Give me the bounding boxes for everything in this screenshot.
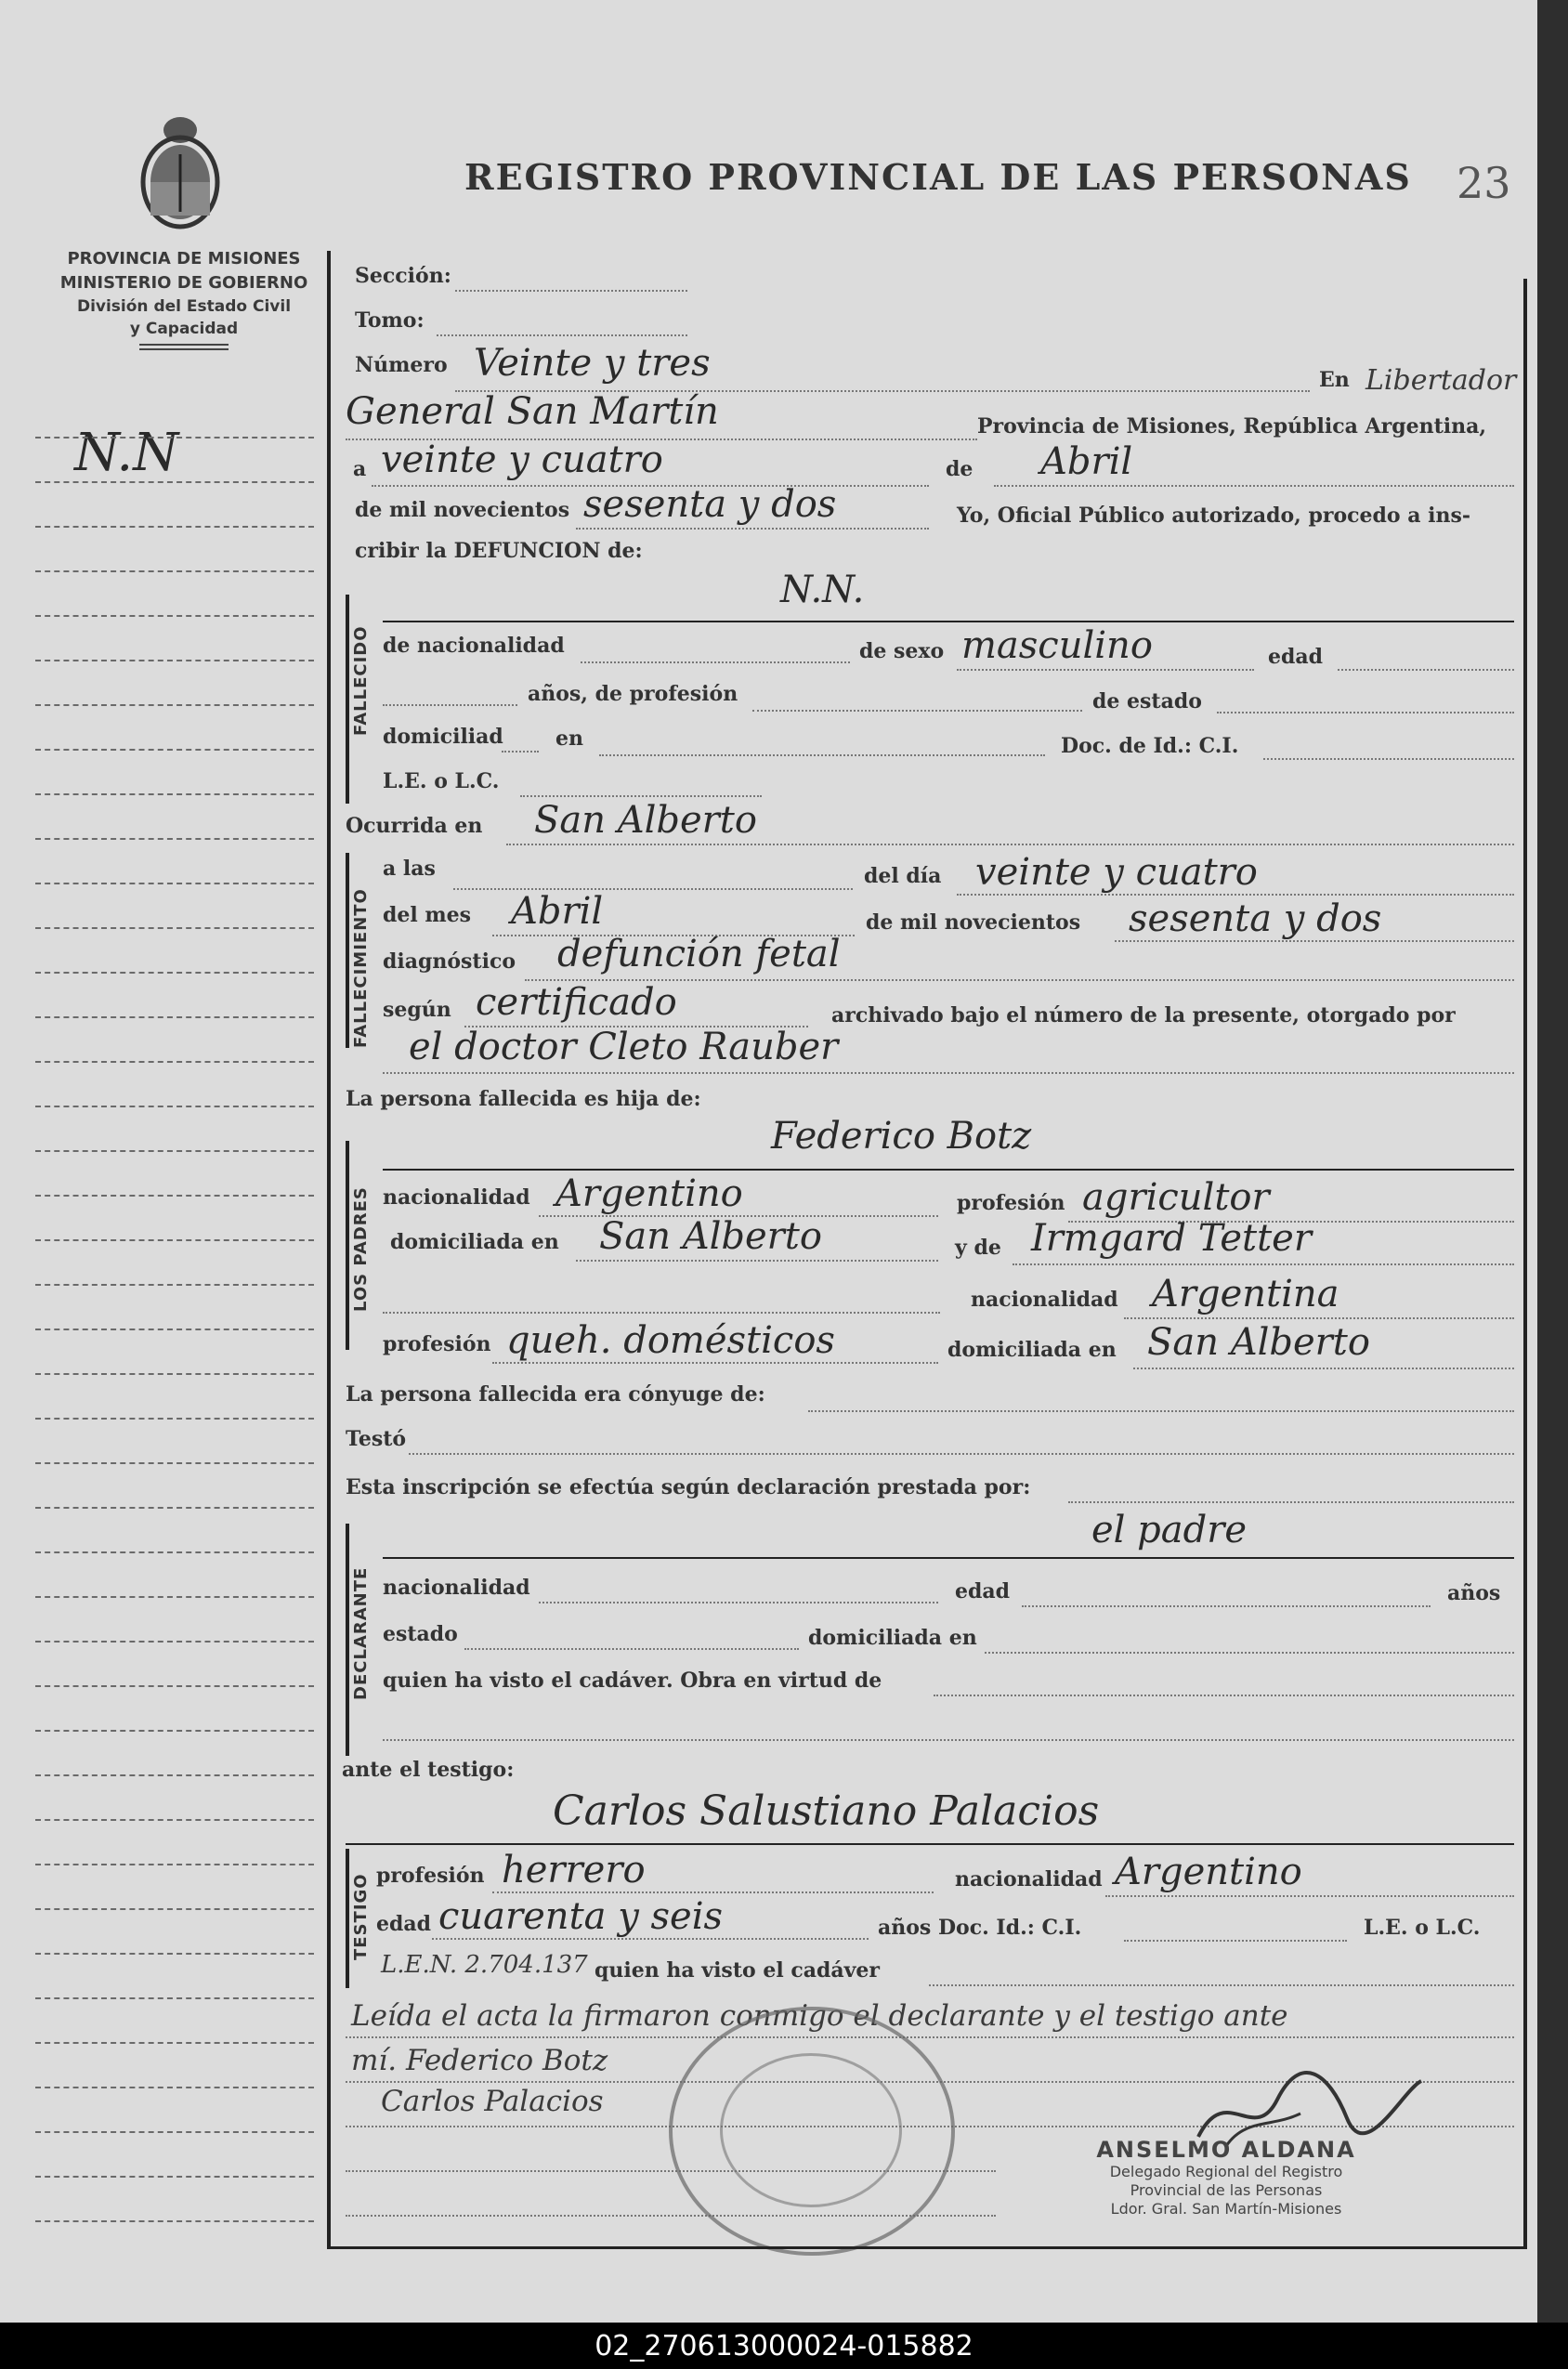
value-segun: certificado: [476, 981, 677, 1024]
margin-rule-line: [35, 1641, 314, 1643]
line-doc: [1263, 758, 1514, 760]
line-testigo: [346, 1843, 1514, 1845]
margin-rule-line: [35, 1596, 314, 1598]
issuer-division-2: y Capacidad: [129, 320, 239, 338]
value-testigo-doc: L.E.N. 2.704.137: [381, 1951, 588, 1979]
margin-rule-line: [35, 972, 314, 974]
label-test-nacionalidad: nacionalidad: [955, 1867, 1103, 1891]
label-edad: edad: [1268, 645, 1324, 669]
line-declarante: [383, 1557, 1514, 1559]
line-anio: [576, 528, 929, 530]
book-edge: [1537, 0, 1568, 2323]
note-line-1: Leída el acta la firmaron conmigo el declarante y el testigo ante: [351, 1999, 1288, 2033]
line-domicilio: [599, 754, 1045, 756]
bottom-border: [327, 2246, 1527, 2249]
label-de-mil: de mil novecientos: [355, 498, 570, 522]
value-otorgado: el doctor Cleto Rauber: [409, 1026, 839, 1068]
label-test-le: L.E. o L.C.: [1364, 1916, 1481, 1940]
line-nombre: [383, 621, 1514, 622]
label-de-nacionalidad: de nacionalidad: [383, 634, 565, 658]
label-de-estado: de estado: [1092, 689, 1202, 713]
padres-bar: [346, 1141, 349, 1350]
margin-rule-line: [35, 660, 314, 661]
margin-rule-line: [35, 1774, 314, 1776]
label-en-2: en: [555, 726, 583, 751]
line-test-doc: [1124, 1940, 1347, 1942]
signatory-role-3: Ldor. Gral. San Martín-Misiones: [1110, 2200, 1342, 2218]
line-ocurrida: [506, 844, 1514, 845]
label-hija-de: La persona fallecida es hija de:: [346, 1087, 701, 1111]
margin-rule-line: [35, 1373, 314, 1375]
line-padre: [383, 1169, 1514, 1171]
label-tomo: Tomo:: [355, 308, 425, 333]
margin-rule-line: [35, 615, 314, 617]
line-blank-padres: [383, 1312, 940, 1314]
margin-rule-line: [35, 1819, 314, 1821]
margin-note: N.N: [74, 423, 179, 483]
margin-rule-line: [35, 1284, 314, 1286]
value-testigo-nacionalidad: Argentino: [1115, 1851, 1302, 1893]
label-domiciliada-en: domiciliada en: [390, 1230, 559, 1254]
label-test-edad: edad: [376, 1912, 432, 1936]
label-a: a: [353, 457, 367, 481]
line-nacionalidad: [581, 661, 850, 663]
margin-rule-line: [35, 927, 314, 929]
label-profesion: profesión: [957, 1191, 1065, 1215]
margin-divider: [327, 251, 331, 2248]
margin-rule-line: [35, 749, 314, 751]
testigo-bar: [346, 1849, 349, 1988]
value-anio: sesenta y dos: [583, 483, 837, 526]
value-padre-domicilio: San Alberto: [599, 1215, 822, 1258]
line-conyuge: [808, 1410, 1514, 1412]
label-nacionalidad-2: nacionalidad: [971, 1288, 1118, 1312]
line-sexo: [957, 669, 1254, 671]
label-en: En: [1319, 368, 1350, 392]
label-anos-profesion: años, de profesión: [528, 682, 738, 706]
label-ante-testigo: ante el testigo:: [342, 1758, 515, 1782]
line-seccion: [455, 290, 687, 292]
label-decl-quien: quien ha visto el cadáver. Obra en virtud de: [383, 1669, 882, 1693]
label-ocurrida: Ocurrida en: [346, 814, 483, 838]
coat-of-arms-icon: [137, 110, 223, 230]
side-label-fallecimiento: FALLECIMIENTO: [351, 888, 371, 1048]
label-domiciliad: domiciliad: [383, 725, 503, 749]
label-de: de: [946, 457, 973, 481]
value-testigo-profesion: herrero: [502, 1849, 646, 1891]
label-decl-edad: edad: [955, 1579, 1011, 1603]
label-decl-nacionalidad: nacionalidad: [383, 1576, 530, 1600]
margin-rule-line: [35, 1418, 314, 1420]
line-domiciliad: [502, 751, 539, 753]
label-test-anos: años Doc. Id.: C.I.: [878, 1916, 1082, 1940]
value-padre-nacionalidad: Argentino: [555, 1172, 743, 1215]
right-border: [1523, 279, 1527, 2248]
line-tomo: [437, 334, 687, 336]
margin-rule-line: [35, 1150, 314, 1152]
label-numero: Número: [355, 353, 448, 377]
line-decl-blank: [383, 1739, 1514, 1741]
side-label-declarante: DECLARANTE: [351, 1566, 371, 1700]
margin-rule-line: [35, 838, 314, 840]
label-domiciliada-en-2: domiciliada en: [947, 1338, 1117, 1362]
value-madre-domicilio: San Alberto: [1147, 1321, 1370, 1364]
value-anio-2: sesenta y dos: [1129, 897, 1382, 940]
line-decl-quien: [934, 1695, 1514, 1696]
value-madre: Irmgard Tetter: [1031, 1217, 1312, 1260]
value-testigo-edad: cuarenta y seis: [438, 1895, 724, 1938]
line-decl-domiciliada: [985, 1652, 1514, 1654]
value-dia: veinte y cuatro: [381, 438, 663, 481]
margin-rule-line: [35, 1328, 314, 1330]
margin-rule-line: [35, 2087, 314, 2088]
line-del-dia: [957, 894, 1514, 896]
issuer-ministry: MINISTERIO DE GOBIERNO: [59, 273, 308, 293]
value-diagnostico: defunción fetal: [557, 933, 841, 975]
note-line-2: mí. Federico Botz: [351, 2044, 608, 2077]
line-madre-nacionalidad: [1124, 1317, 1514, 1319]
label-y-de: y de: [955, 1236, 1001, 1260]
label-nacionalidad: nacionalidad: [383, 1185, 530, 1210]
label-doc-id: Doc. de Id.: C.I.: [1061, 734, 1239, 758]
line-decl-estado: [464, 1648, 799, 1650]
line-note-1: [346, 2036, 1514, 2038]
issuer-province: PROVINCIA DE MISIONES: [67, 249, 301, 268]
margin-rule-line: [35, 570, 314, 572]
line-anos: [383, 704, 517, 706]
signatory-name: ANSELMO ALDANA: [1096, 2137, 1356, 2163]
issuer-division: División del Estado Civil: [76, 297, 292, 316]
margin-rule-line: [35, 1953, 314, 1955]
value-padre-profesion: agricultor: [1082, 1176, 1270, 1219]
line-estado: [1217, 712, 1514, 713]
value-mes: Abril: [1040, 440, 1133, 483]
label-del-dia: del día: [864, 864, 942, 888]
line-madre: [1013, 1263, 1514, 1265]
value-localidad: General San Martín: [346, 390, 719, 433]
margin-rule-line: [35, 1864, 314, 1865]
signatory-role-2: Provincial de las Personas: [1130, 2181, 1323, 2199]
value-ocurrida: San Alberto: [534, 799, 757, 842]
line-anio-2: [1115, 940, 1514, 942]
line-otorgado: [383, 1072, 1514, 1074]
value-sexo: masculino: [961, 624, 1153, 667]
value-padre: Federico Botz: [771, 1115, 1032, 1158]
label-seccion: Sección:: [355, 264, 451, 288]
image-id: 02_270613000024-015882: [595, 2330, 973, 2362]
line-madre-domicilio: [1133, 1368, 1514, 1369]
line-edad: [1338, 669, 1514, 671]
value-madre-profesion: queh. domésticos: [506, 1319, 835, 1362]
margin-rule-line: [35, 1195, 314, 1197]
label-profesion-2: profesión: [383, 1332, 491, 1356]
label-inscripcion: Esta inscripción se efectúa según declaración prestada por:: [346, 1475, 1031, 1499]
margin-rule-line: [35, 1239, 314, 1241]
margin-rule-line: [35, 481, 314, 483]
margin-rule-line: [35, 1908, 314, 1910]
margin-rule-line: [35, 704, 314, 706]
label-archivado: archivado bajo el número de la presente, otorgado por: [831, 1003, 1456, 1027]
value-numero: Veinte y tres: [474, 342, 711, 385]
value-del-dia: veinte y cuatro: [975, 851, 1258, 894]
line-mes: [994, 485, 1514, 487]
document-title: REGISTRO PROVINCIAL DE LAS PERSONAS: [464, 156, 1412, 198]
label-conyuge: La persona fallecida era cónyuge de:: [346, 1382, 765, 1407]
label-de-sexo: de sexo: [859, 639, 945, 663]
label-test-quien: quien ha visto el cadáver: [595, 1958, 880, 1983]
margin-rule-line: [35, 1551, 314, 1553]
side-label-fallecido: FALLECIDO: [351, 625, 371, 736]
label-test-profesion: profesión: [376, 1864, 485, 1888]
label-a-las: a las: [383, 857, 436, 881]
value-madre-nacionalidad: Argentina: [1152, 1273, 1339, 1315]
margin-rule-line: [35, 883, 314, 884]
side-label-testigo: TESTIGO: [351, 1873, 371, 1960]
value-del-mes: Abril: [511, 890, 604, 933]
value-testigo: Carlos Salustiano Palacios: [553, 1787, 1100, 1835]
label-del-mes: del mes: [383, 903, 472, 927]
line-le: [520, 795, 762, 797]
line-decl-nacionalidad: [539, 1602, 938, 1603]
page-number: 23: [1457, 158, 1511, 208]
line-test-nacionalidad: [1105, 1895, 1514, 1897]
issuer-block: [35, 247, 333, 350]
fallecido-bar: [346, 595, 349, 804]
line-decl-edad: [1022, 1605, 1431, 1607]
label-le-lc: L.E. o L.C.: [383, 769, 500, 793]
line-madre-profesion: [492, 1362, 938, 1364]
margin-rule-line: [35, 526, 314, 528]
fallecimiento-bar: [346, 853, 349, 1048]
label-decl-domiciliada: domiciliada en: [808, 1626, 977, 1650]
value-en: Libertador: [1365, 364, 1517, 397]
side-label-padres: LOS PADRES: [351, 1186, 371, 1312]
margin-rule-line: [35, 2131, 314, 2133]
label-decl-estado: estado: [383, 1622, 458, 1646]
margin-rule-line: [35, 1106, 314, 1107]
margin-rule-line: [35, 1016, 314, 1018]
label-testo: Testó: [346, 1427, 407, 1451]
margin-rule-line: [35, 1730, 314, 1732]
issuer-underline: [139, 344, 229, 350]
label-cribir: cribir la DEFUNCION de:: [355, 539, 643, 563]
line-inscripcion: [1068, 1501, 1514, 1503]
signature-stamp: [1031, 2137, 1421, 2218]
margin-rule-line: [35, 1685, 314, 1687]
margin-rule-line: [35, 793, 314, 795]
margin-rule-line: [35, 2042, 314, 2044]
label-de-mil-2: de mil novecientos: [866, 910, 1081, 935]
note-line-3: Carlos Palacios: [381, 2085, 604, 2118]
margin-rule-line: [35, 1997, 314, 1999]
value-declarante: el padre: [1091, 1509, 1248, 1551]
margin-rule-line: [35, 2176, 314, 2178]
signatory-role-1: Delegado Regional del Registro: [1109, 2163, 1343, 2180]
line-test-quien: [929, 1984, 1514, 1986]
line-testo: [409, 1453, 1514, 1455]
margin-rule-line: [35, 437, 314, 438]
line-profesion: [752, 710, 1082, 712]
label-diagnostico: diagnóstico: [383, 949, 516, 974]
label-decl-anos: años: [1447, 1581, 1501, 1605]
label-yo-oficial: Yo, Oficial Público autorizado, procedo a ins-: [957, 504, 1471, 528]
value-nombre: N.N.: [780, 569, 865, 611]
margin-rule-line: [35, 1462, 314, 1464]
margin-rule-line: [35, 2220, 314, 2222]
line-padre-domicilio: [576, 1260, 938, 1262]
label-provincia: Provincia de Misiones, República Argentina,: [977, 414, 1487, 438]
label-segun: según: [383, 998, 451, 1022]
declarante-bar: [346, 1524, 349, 1756]
line-test-edad: [432, 1938, 869, 1940]
margin-rule-line: [35, 1061, 314, 1063]
line-test-profesion: [492, 1891, 934, 1893]
official-seal-inner-icon: [720, 2053, 902, 2207]
margin-rule-line: [35, 1507, 314, 1509]
